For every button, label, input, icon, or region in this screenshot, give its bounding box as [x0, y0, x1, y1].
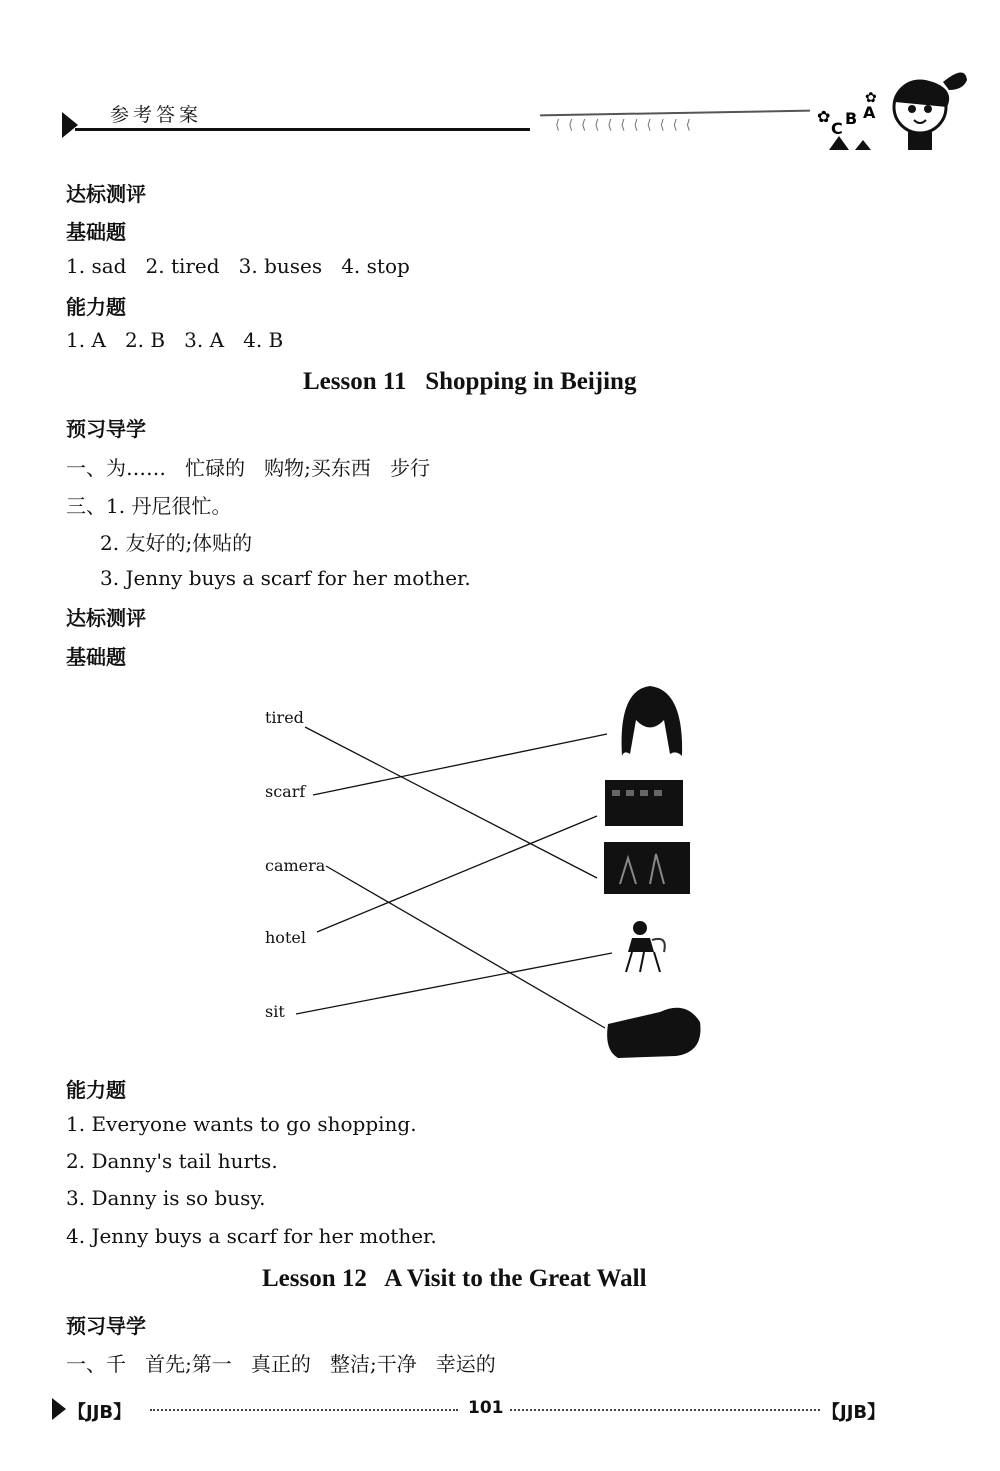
match-word-camera: camera — [265, 856, 326, 875]
lesson11-basic-label: 基础题 — [66, 645, 126, 669]
match-line-camera — [326, 866, 605, 1028]
footer-arrow-icon — [52, 1398, 66, 1420]
scarf-picture-icon — [622, 686, 683, 756]
footer-tag-left: 【JJB】 — [68, 1402, 132, 1423]
svg-text:C: C — [831, 119, 843, 138]
tired-picture-icon — [604, 842, 690, 894]
svg-text:✿: ✿ — [865, 90, 877, 106]
basic-answers: 1. sad 2. tired 3. buses 4. stop — [66, 254, 410, 278]
lesson11-ability-label: 能力题 — [66, 1078, 126, 1102]
lesson11-title: Lesson 11 Shopping in Beijing — [303, 368, 637, 395]
lesson11-preview-label: 预习导学 — [66, 417, 146, 441]
footer-tag-right: 【JJB】 — [822, 1402, 886, 1423]
match-word-hotel: hotel — [265, 928, 306, 947]
lesson12-title: Lesson 12 A Visit to the Great Wall — [262, 1265, 647, 1292]
lesson11-ability-answer-1: 1. Everyone wants to go shopping. — [66, 1112, 417, 1136]
match-line-scarf — [313, 734, 607, 795]
match-word-scarf: scarf — [265, 782, 306, 801]
lesson11-line2: 三、1. 丹尼很忙。 — [66, 494, 232, 518]
lesson11-ability-answer-4: 4. Jenny buys a scarf for her mother. — [66, 1224, 437, 1248]
ability-label: 能力题 — [66, 295, 126, 319]
match-line-tired — [305, 727, 597, 878]
lesson11-line1: 一、为…… 忙碌的 购物;买东西 步行 — [66, 456, 430, 480]
lesson12-preview-label: 预习导学 — [66, 1314, 146, 1338]
svg-text:✿: ✿ — [817, 107, 831, 126]
footer-dots-left — [150, 1409, 458, 1411]
svg-text:A: A — [863, 103, 876, 122]
svg-text:B: B — [845, 109, 858, 128]
lesson11-line4: 3. Jenny buys a scarf for her mother. — [100, 566, 471, 590]
footer-dots-right — [510, 1409, 820, 1411]
sit-picture-icon — [626, 921, 665, 972]
match-line-hotel — [317, 816, 597, 932]
lesson11-ability-answer-2: 2. Danny's tail hurts. — [66, 1149, 278, 1173]
page-number: 101 — [468, 1398, 504, 1418]
lesson11-ability-answer-3: 3. Danny is so busy. — [66, 1186, 266, 1210]
section-title-test: 达标测评 — [66, 182, 146, 206]
camera-picture-icon — [607, 1008, 700, 1058]
ability-answers: 1. A 2. B 3. A 4. B — [66, 328, 284, 352]
basic-label: 基础题 — [66, 220, 126, 244]
header-decoration: ⟨⟨⟨⟨⟨⟨⟨⟨⟨⟨⟨ — [555, 118, 699, 133]
lesson11-line3: 2. 友好的;体贴的 — [100, 531, 253, 555]
header-title: 参考答案 — [110, 104, 203, 126]
hotel-picture-icon — [605, 780, 683, 826]
lesson11-test-label: 达标测评 — [66, 606, 146, 630]
match-word-sit: sit — [265, 1002, 285, 1021]
match-word-tired: tired — [265, 708, 304, 727]
lesson12-line1: 一、千 首先;第一 真正的 整洁;干净 幸运的 — [66, 1352, 496, 1376]
